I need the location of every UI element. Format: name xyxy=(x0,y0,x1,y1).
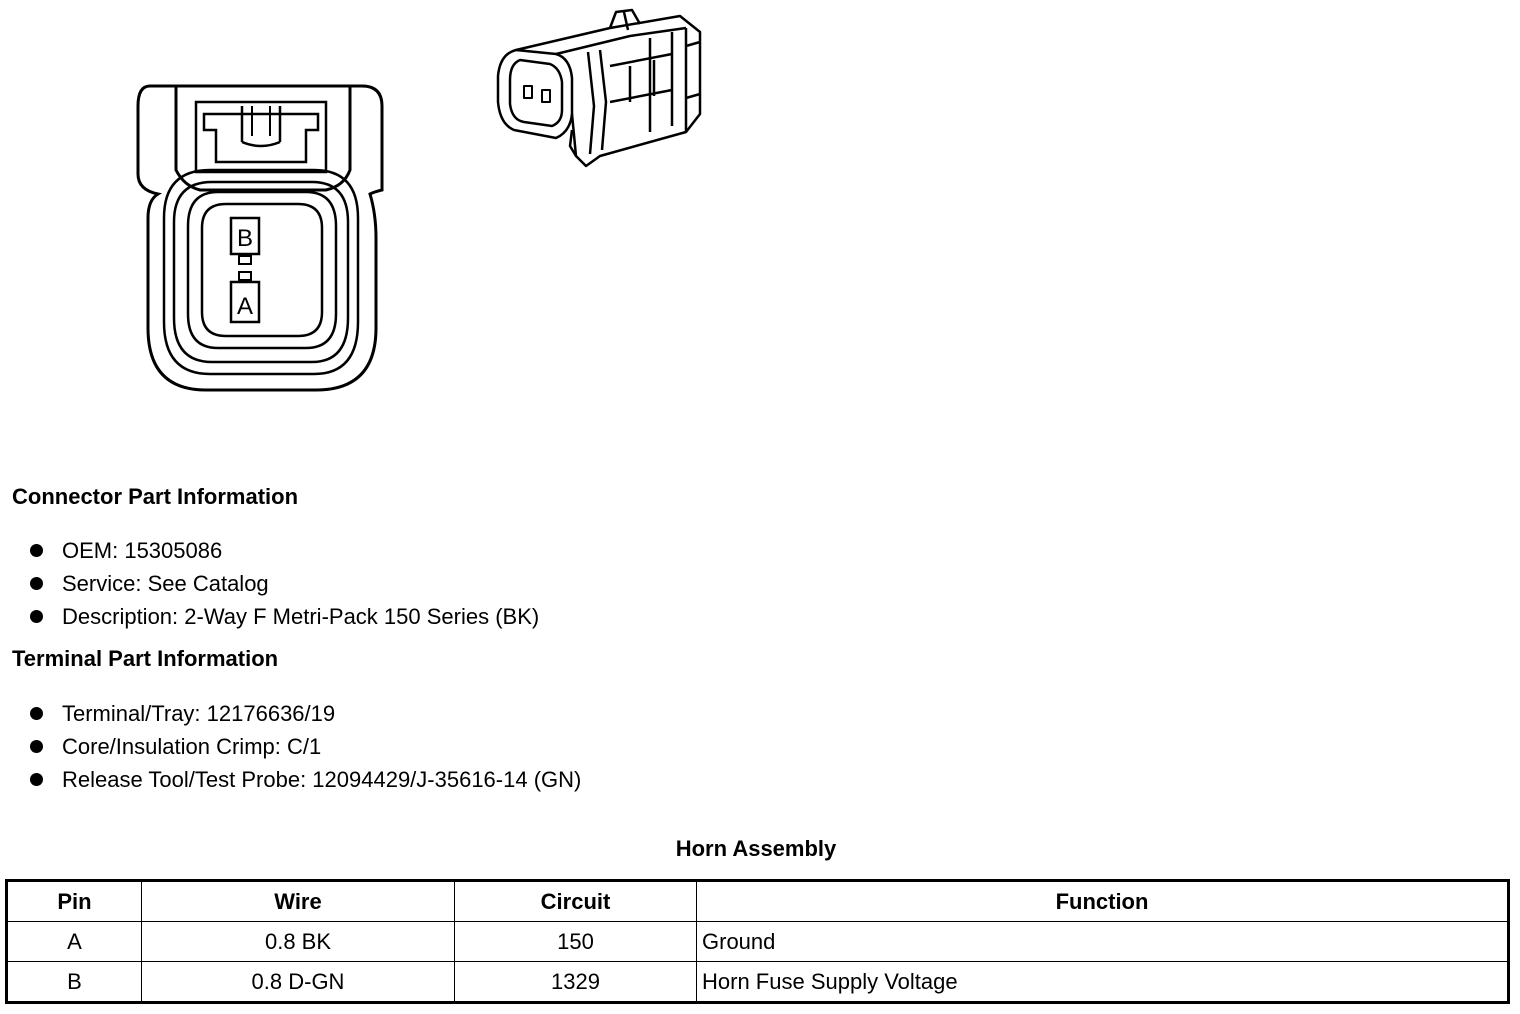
bullet-icon xyxy=(30,740,43,753)
pin-cell: B xyxy=(7,962,142,1003)
function-cell: Ground xyxy=(697,922,1509,962)
table-header-row xyxy=(7,881,1509,922)
list-item: Terminal/Tray: 12176636/19 xyxy=(0,697,581,730)
pin-b-label: B xyxy=(236,225,254,252)
connector-isometric-drawing xyxy=(490,6,710,171)
pinout-table xyxy=(5,879,1510,1004)
list-item: Release Tool/Test Probe: 12094429/J-35616-14 (GN) xyxy=(0,763,581,796)
list-item: Description: 2-Way F Metri-Pack 150 Series (BK) xyxy=(0,600,539,633)
connector-part-information-list xyxy=(0,534,539,633)
terminal-part-information-heading: Terminal Part Information xyxy=(12,646,279,671)
pin-a-label: A xyxy=(236,293,254,320)
bullet-icon xyxy=(30,544,43,557)
connector-face-view-drawing xyxy=(130,78,390,398)
bullet-icon xyxy=(30,707,43,720)
bullet-icon xyxy=(30,610,43,623)
table-row xyxy=(7,922,1509,962)
function-cell: Horn Fuse Supply Voltage xyxy=(697,962,1509,1003)
list-item: Service: See Catalog xyxy=(0,567,539,600)
column-header-function: Function xyxy=(697,881,1509,922)
bullet-icon xyxy=(30,773,43,786)
table-title: Horn Assembly xyxy=(675,836,837,861)
list-item: OEM: 15305086 xyxy=(0,534,539,567)
column-header-wire: Wire xyxy=(142,881,455,922)
wire-cell: 0.8 D-GN xyxy=(142,962,455,1003)
column-header-pin: Pin xyxy=(7,881,142,922)
wire-cell: 0.8 BK xyxy=(142,922,455,962)
bullet-icon xyxy=(30,577,43,590)
terminal-part-information-list xyxy=(0,697,581,796)
circuit-cell: 1329 xyxy=(455,962,697,1003)
list-item: Core/Insulation Crimp: C/1 xyxy=(0,730,581,763)
pin-cell: A xyxy=(7,922,142,962)
table-row xyxy=(7,962,1509,1003)
column-header-circuit: Circuit xyxy=(455,881,697,922)
connector-part-information-heading: Connector Part Information xyxy=(12,484,299,509)
circuit-cell: 150 xyxy=(455,922,697,962)
